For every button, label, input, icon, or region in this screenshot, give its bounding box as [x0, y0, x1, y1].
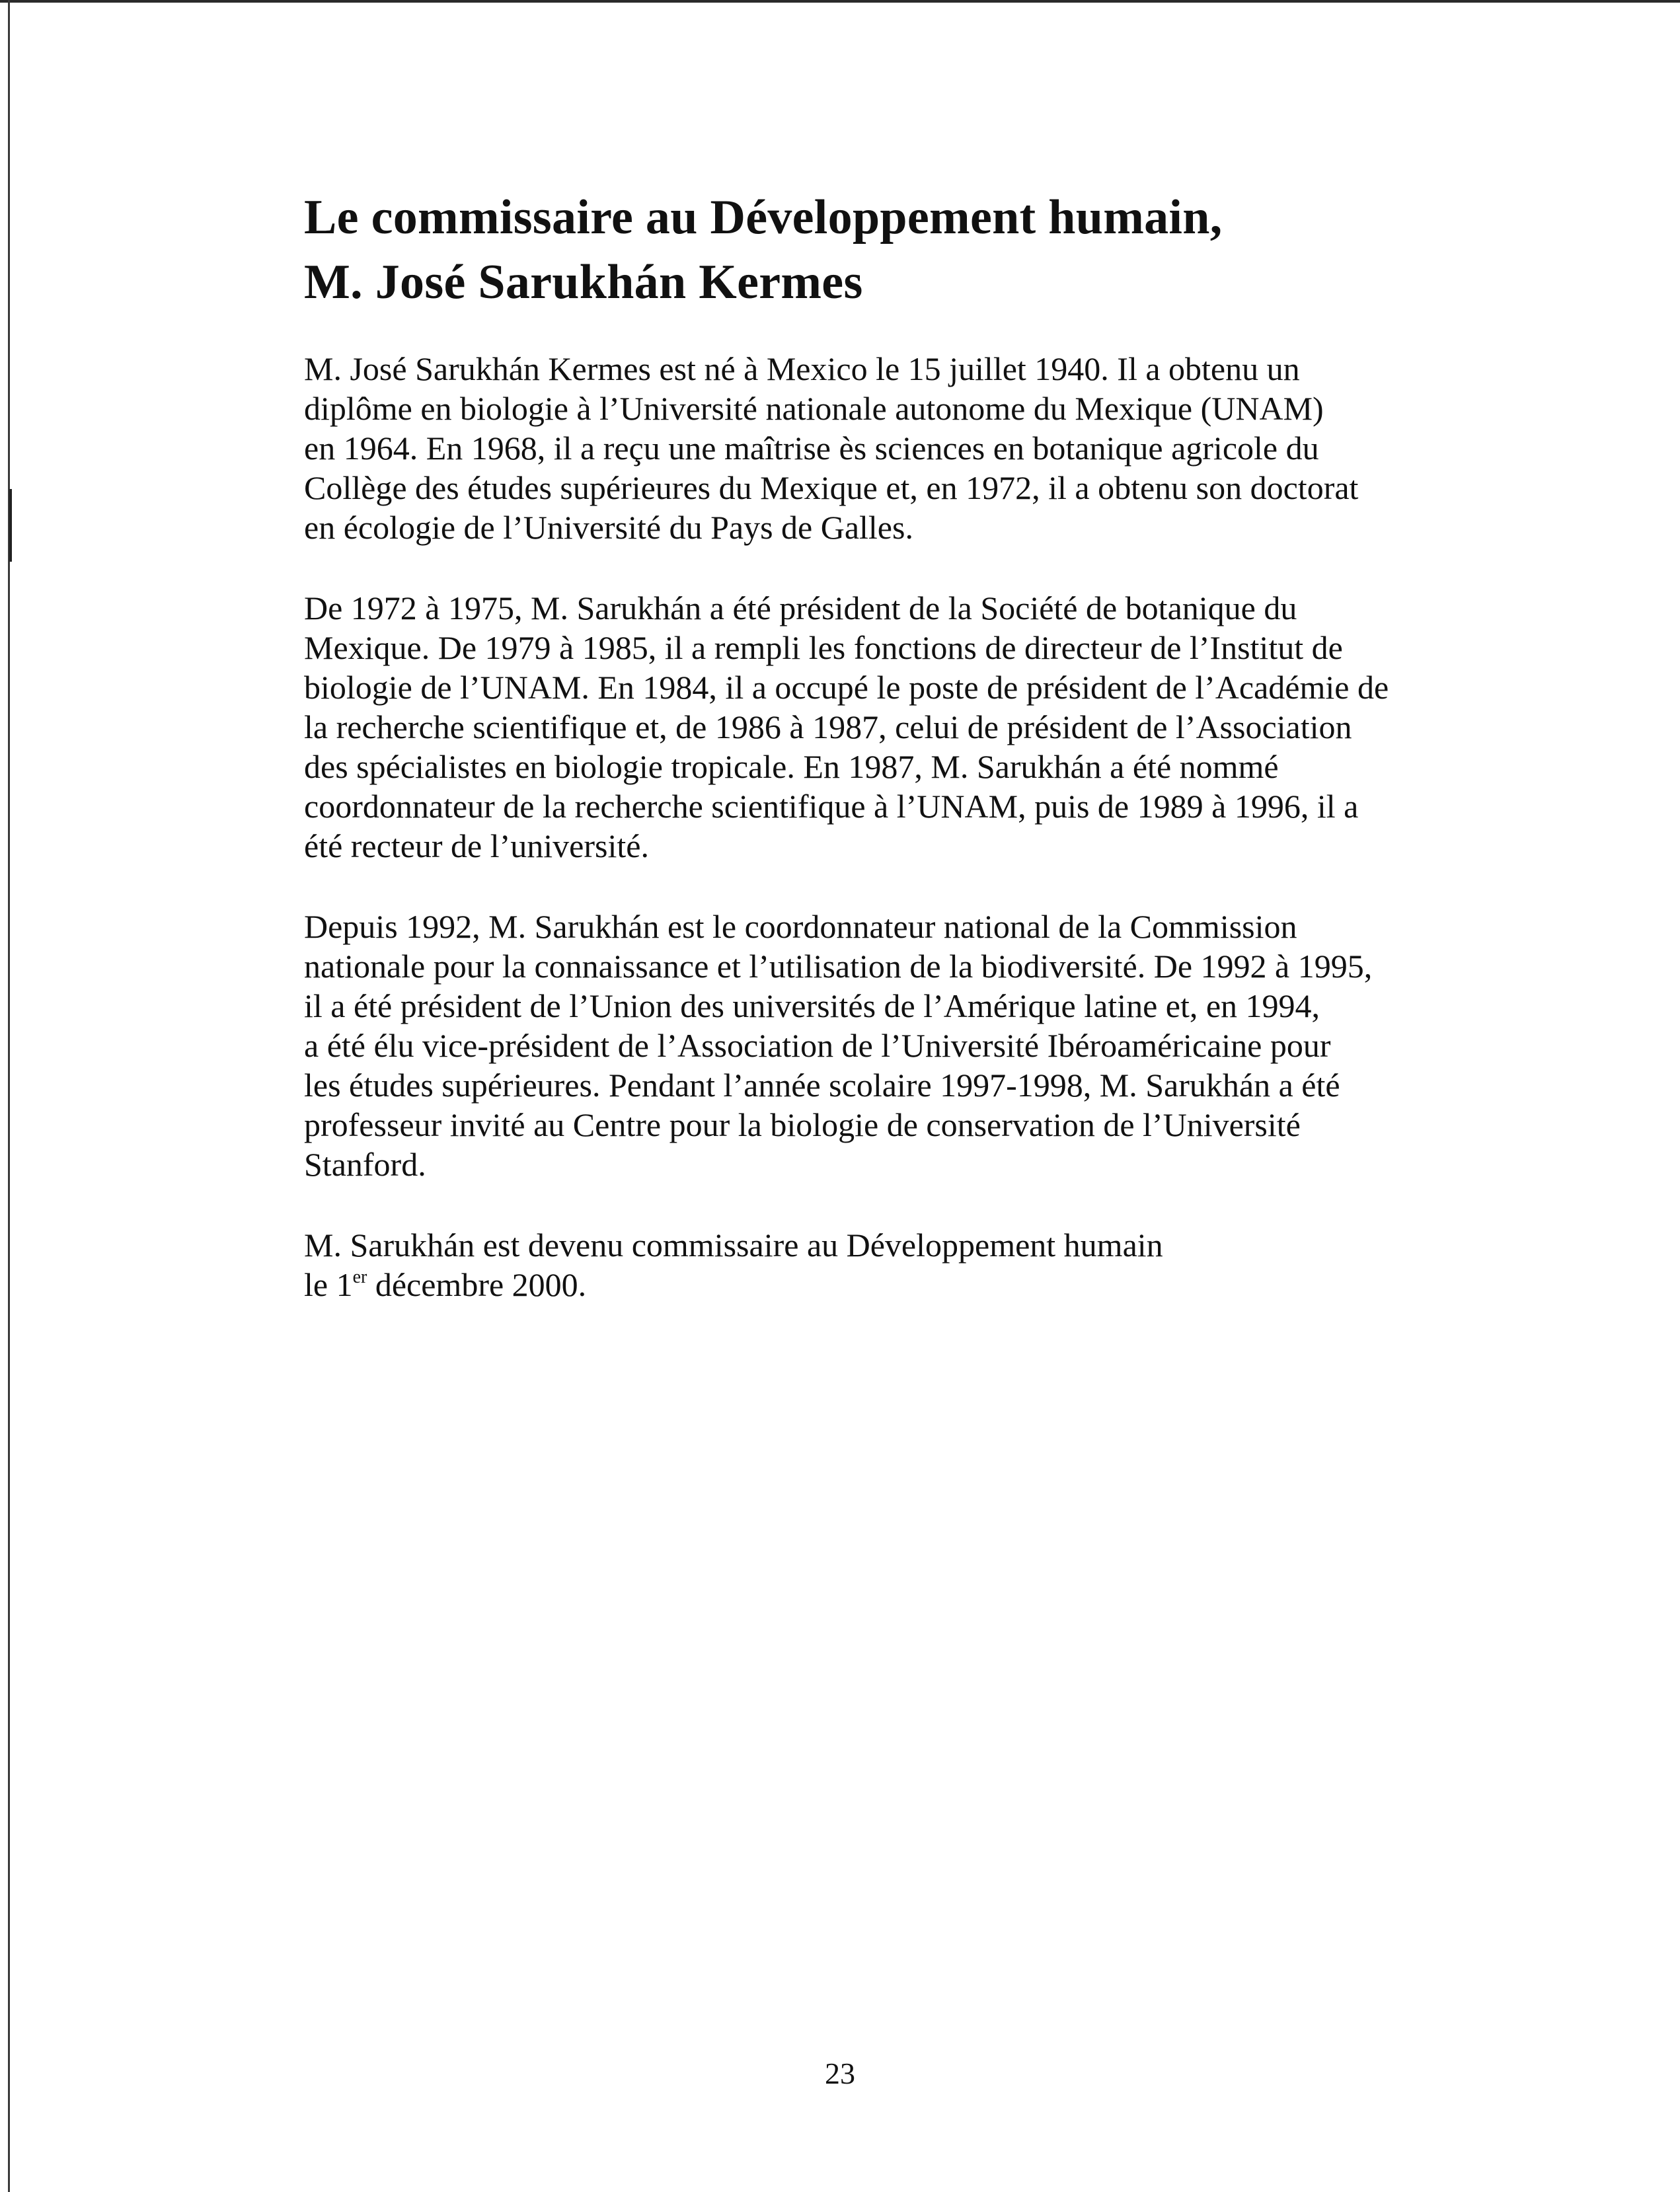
title-line: Le commissaire au Développement humain,: [304, 190, 1223, 245]
text-line: en écologie de l’Université du Pays de Galles.: [304, 509, 913, 546]
text-line: a été élu vice-président de l’Association de l’Université Ibéroaméricaine pour: [304, 1027, 1331, 1064]
text-line: nationale pour la connaissance et l’utilisation de la biodiversité. De 1992 à 1995,: [304, 948, 1373, 985]
date-suffix: décembre 2000.: [367, 1266, 587, 1303]
paragraph-positions: [304, 907, 1441, 1184]
paragraph-appointment: [304, 1225, 1441, 1304]
paragraph-biography: [304, 349, 1441, 547]
text-line: coordonnateur de la recherche scientifique à l’UNAM, puis de 1989 à 1996, il a: [304, 788, 1359, 825]
text-line: les études supérieures. Pendant l’année scolaire 1997-1998, M. Sarukhán a été: [304, 1067, 1340, 1104]
scan-border-top: [0, 0, 1680, 3]
text-line: De 1972 à 1975, M. Sarukhán a été président de la Société de botanique du: [304, 589, 1297, 626]
text-line: Stanford.: [304, 1146, 426, 1183]
page-title: [304, 185, 1441, 315]
text-line: il a été président de l’Union des universités de l’Amérique latine et, en 1994,: [304, 987, 1320, 1024]
ordinal-superscript: er: [352, 1267, 367, 1287]
text-line: professeur invité au Centre pour la biologie de conservation de l’Université: [304, 1106, 1301, 1143]
document-page: [304, 185, 1441, 1304]
date-prefix: le 1: [304, 1266, 353, 1303]
text-line: en 1964. En 1968, il a reçu une maîtrise ès sciences en botanique agricole du: [304, 430, 1319, 467]
text-line: Mexique. De 1979 à 1985, il a rempli les fonctions de directeur de l’Institut de: [304, 629, 1343, 666]
text-line: diplôme en biologie à l’Université nationale autonome du Mexique (UNAM): [304, 390, 1324, 427]
scan-border-left: [8, 0, 10, 2192]
title-line: M. José Sarukhán Kermes: [304, 255, 863, 309]
text-line: Collège des études supérieures du Mexique et, en 1972, il a obtenu son doctorat: [304, 469, 1359, 506]
scan-border-mark: [9, 489, 12, 562]
text-line: la recherche scientifique et, de 1986 à 1987, celui de président de l’Association: [304, 708, 1352, 745]
text-line: Depuis 1992, M. Sarukhán est le coordonnateur national de la Commission: [304, 908, 1297, 945]
text-line: M. Sarukhán est devenu commissaire au Développement humain: [304, 1227, 1163, 1264]
text-line-date: [304, 1265, 1441, 1304]
page-number: 23: [825, 2057, 855, 2090]
text-line: été recteur de l’université.: [304, 827, 649, 864]
text-line: M. José Sarukhán Kermes est né à Mexico le 15 juillet 1940. Il a obtenu un: [304, 350, 1300, 387]
text-line: des spécialistes en biologie tropicale. En 1987, M. Sarukhán a été nommé: [304, 748, 1279, 785]
text-line: biologie de l’UNAM. En 1984, il a occupé le poste de président de l’Académie de: [304, 669, 1389, 706]
paragraph-career: [304, 588, 1441, 866]
